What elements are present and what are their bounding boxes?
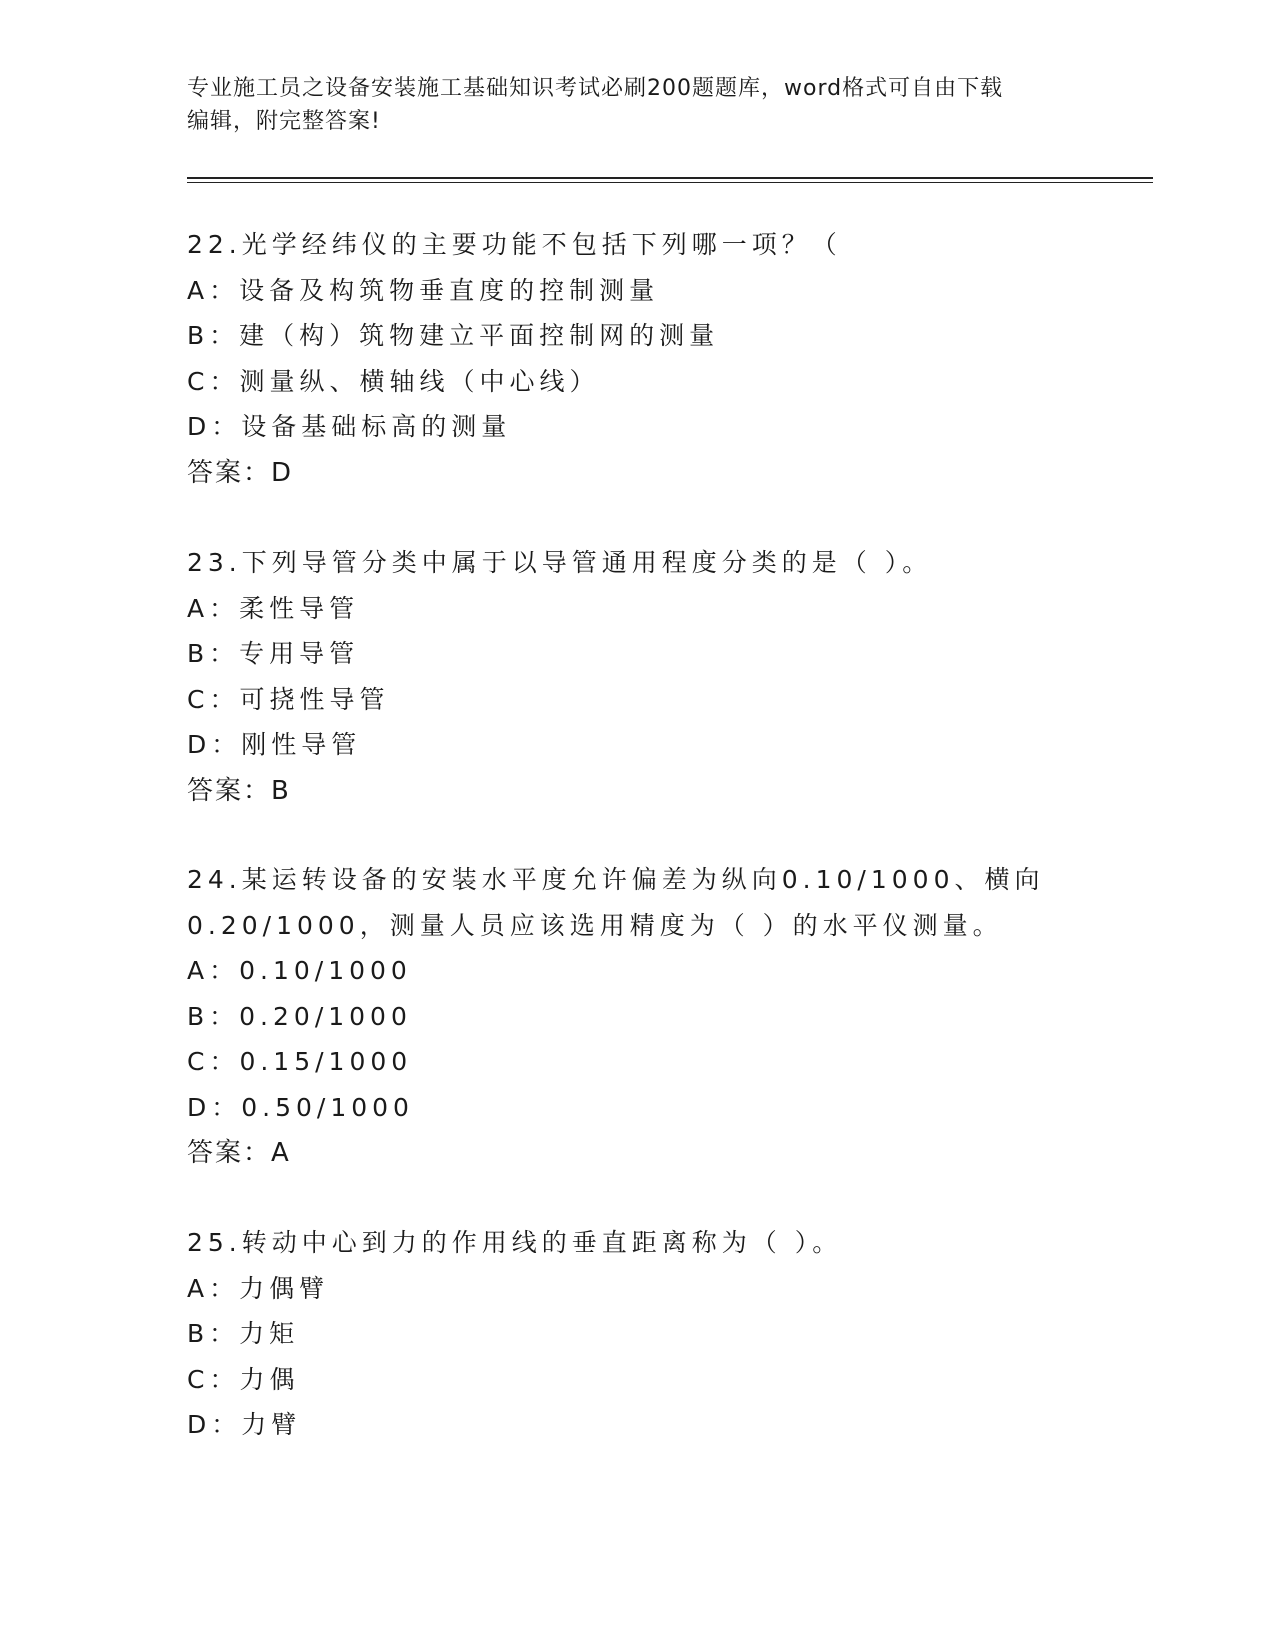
question-stem: 25.转动中心到力的作用线的垂直距离称为（ ）。 bbox=[187, 1228, 843, 1257]
option-d: D：刚性导管 bbox=[187, 730, 362, 759]
option-c: C：测量纵、横轴线（中心线） bbox=[187, 366, 600, 396]
option-a: A：力偶臂 bbox=[187, 1273, 330, 1303]
answer-text: 答案：D bbox=[187, 457, 294, 488]
option-b: B：力矩 bbox=[187, 1319, 300, 1348]
question-stem-line-1: 24.某运转设备的安装水平度允许偏差为纵向0.10/1000、横向 bbox=[187, 865, 1045, 894]
option-a: A：0.10/1000 bbox=[187, 956, 412, 985]
option-c: C：0.15/1000 bbox=[187, 1047, 413, 1076]
header-title-line-2: 编辑，附完整答案! bbox=[187, 109, 381, 134]
option-b: B：建（构）筑物建立平面控制网的测量 bbox=[187, 321, 720, 350]
question-stem: 22.光学经纬仪的主要功能不包括下列哪一项？（ bbox=[187, 230, 842, 259]
header-divider-thick bbox=[187, 177, 1153, 179]
option-b: B：专用导管 bbox=[187, 639, 360, 668]
option-a: A：设备及构筑物垂直度的控制测量 bbox=[187, 275, 660, 305]
option-b: B：0.20/1000 bbox=[187, 1001, 412, 1031]
question-stem: 23.下列导管分类中属于以导管通用程度分类的是（ ）。 bbox=[187, 548, 933, 577]
question-25 bbox=[187, 1220, 1087, 1448]
answer-text: 答案：B bbox=[187, 775, 291, 806]
question-24 bbox=[187, 857, 1087, 1176]
option-d: D：设备基础标高的测量 bbox=[187, 412, 512, 441]
document-header bbox=[187, 72, 1087, 138]
question-stem-line-2: 0.20/1000，测量人员应该选用精度为（ ）的水平仪测量。 bbox=[187, 910, 1003, 940]
option-d: D：力臂 bbox=[187, 1410, 302, 1439]
header-title-line-1: 专业施工员之设备安装施工基础知识考试必刷200题题库，word格式可自由下载 bbox=[187, 76, 1004, 101]
question-23 bbox=[187, 540, 1087, 814]
header-divider-thin bbox=[187, 182, 1153, 183]
option-a: A：柔性导管 bbox=[187, 593, 360, 623]
option-c: C：可挠性导管 bbox=[187, 684, 390, 714]
option-c: C：力偶 bbox=[187, 1364, 300, 1394]
option-d: D：0.50/1000 bbox=[187, 1092, 414, 1122]
answer-text: 答案：A bbox=[187, 1138, 291, 1168]
question-22 bbox=[187, 222, 1087, 496]
